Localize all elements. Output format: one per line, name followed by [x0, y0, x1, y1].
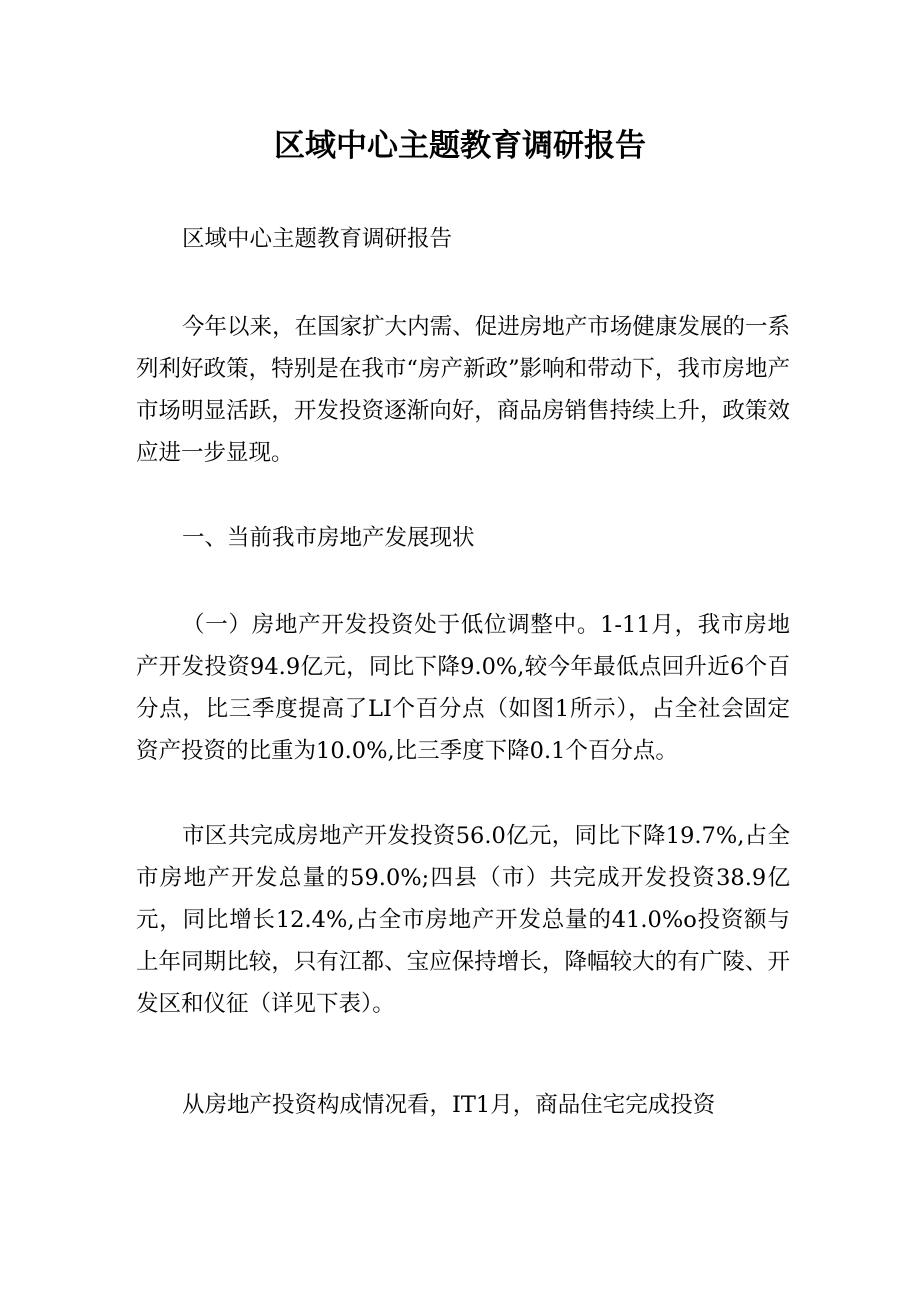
intro-paragraph: 今年以来，在国家扩大内需、促进房地产市场健康发展的一系列利好政策，特别是在我市“房产新政”影响和带动下，我市房地产市场明显活跃，开发投资逐渐向好，商品房销售持续上升，政策效应进一步显现。 [136, 314, 790, 466]
investment-composition-paragraph: 从房地产投资构成情况看，IT1月，商品住宅完成投资 [182, 1092, 716, 1118]
section-heading-current-status: 一、当前我市房地产发展现状 [182, 525, 475, 551]
subsection-investment-paragraph: （一）房地产开发投资处于低位调整中。1-11月，我市房地产开发投资94.9亿元，同比下降9.0%,较今年最低点回升近6个百分点，比三季度提高了LI个百分点（如图1所示），占全社会固定资产投资的比重为10.0%,比三季度下降0.1个百分点。 [136, 612, 790, 764]
document-subtitle: 区域中心主题教育调研报告 [182, 226, 453, 252]
city-investment-paragraph: 市区共完成房地产开发投资56.0亿元，同比下降19.7%,占全市房地产开发总量的59.0%;四县（市）共完成开发投资38.9亿元，同比增长12.4%,占全市房地产开发总量的41.0%o投资额与上年同期比较，只有江都、宝应保持增长，降幅较大的有广陵、开发区和仪征（详见下表）。 [136, 823, 790, 1017]
document-title: 区域中心主题教育调研报告 [274, 128, 646, 164]
